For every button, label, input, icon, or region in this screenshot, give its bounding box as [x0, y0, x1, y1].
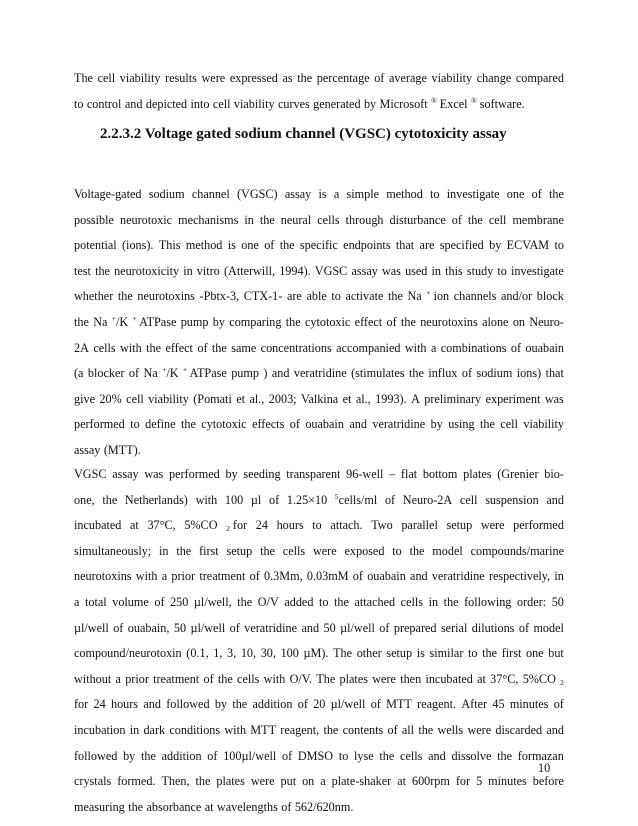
text-line: potential (ions). This method is one of the specific endpoints that are specified by ECVAM to	[74, 238, 564, 253]
text-line: incubation in dark conditions with MTT reagent, the contents of all the wells were discarded and	[74, 722, 564, 737]
text-line: compound/neurotoxin (0.1, 1, 3, 10, 30, 100 µM). The other setup is similar to the first one but	[74, 646, 564, 661]
text-line: the Na +/K + ATPase pump by comparing the cytotoxic effect of the neurotoxins alone on Neuro-	[74, 313, 564, 329]
text-line: for 24 hours and followed by the addition of 20 µl/well of MTT reagent. After 45 minutes of	[74, 697, 564, 712]
text-line: incubated at 37°C, 5%CO $_2$ for 24 hours to attach. Two parallel setup were performed	[74, 518, 564, 534]
vgsc-paragraph-1	[74, 182, 564, 464]
text-line: to control and depicted into cell viability curves generated by Microsoft ® Excel ® software.	[74, 95, 525, 111]
text-line: performed to define the cytotoxic effects of ouabain and veratridine by using the cell viability	[74, 417, 564, 432]
text-line: a total volume of 250 µl/well, the O/V added to the attached cells in the following order: 50	[74, 594, 564, 609]
text-line: assay (MTT).	[74, 442, 141, 457]
text-line: 2A cells with the effect of the same concentrations accompanied with a combinations of ouabain	[74, 340, 564, 355]
text-line: simultaneously; in the first setup the cells were exposed to the model compounds/marine	[74, 543, 564, 558]
text-line: test the neurotoxicity in vitro (Atterwill, 1994). VGSC assay was used in this study to investigate	[74, 263, 564, 278]
text-line: without a prior treatment of the cells with O/V. The plates were then incubated at 37°C, 5%CO $_2$	[74, 671, 564, 687]
text-line: (a blocker of Na +/K + ATPase pump ) and veratridine (stimulates the influx of sodium ions) that	[74, 365, 564, 381]
text-line: The cell viability results were expressed as the percentage of average viability change compared	[74, 71, 564, 85]
section-heading: 2.2.3.2 Voltage gated sodium channel (VGSC) cytotoxicity assay	[100, 126, 507, 142]
text-line: whether the neurotoxins -Pbtx-3, CTX-1- are able to activate the Na + ion channels and/or block	[74, 288, 564, 304]
text-line: one, the Netherlands) with 100 µl of 1.25×10 $^5$cells/ml of Neuro-2A cell suspension and	[74, 491, 564, 507]
text-line: possible neurotoxic mechanisms in the neural cells through disturbance of the cell membrane	[74, 212, 564, 227]
text-line: crystals formed. Then, the plates were put on a plate-shaker at 600rpm for 5 minutes before	[74, 774, 564, 789]
text-line: followed by the addition of 100µl/well of DMSO to lyse the cells and dissolve the formazan	[74, 748, 564, 763]
vgsc-paragraph-2	[74, 462, 564, 820]
intro-paragraph	[74, 66, 564, 117]
page-number: 10	[538, 761, 551, 775]
text-line: give 20% cell viability (Pomati et al., 2003; Valkina et al., 1993). A preliminary experiment was	[74, 391, 564, 406]
text-line: µl/well of ouabain, 50 µl/well of veratridine and 50 µl/well of prepared serial dilutions of model	[74, 620, 564, 635]
text-line: VGSC assay was performed by seeding transparent 96-well – flat bottom plates (Grenier bio-	[74, 467, 564, 481]
text-line: neurotoxins with a prior treatment of 0.3Mm, 0.03mM of ouabain and veratridine respectively, in	[74, 569, 564, 584]
text-line: measuring the absorbance at wavelengths of 562/620nm.	[74, 799, 354, 814]
text-line: Voltage-gated sodium channel (VGSC) assay is a simple method to investigate one of the	[74, 187, 564, 201]
